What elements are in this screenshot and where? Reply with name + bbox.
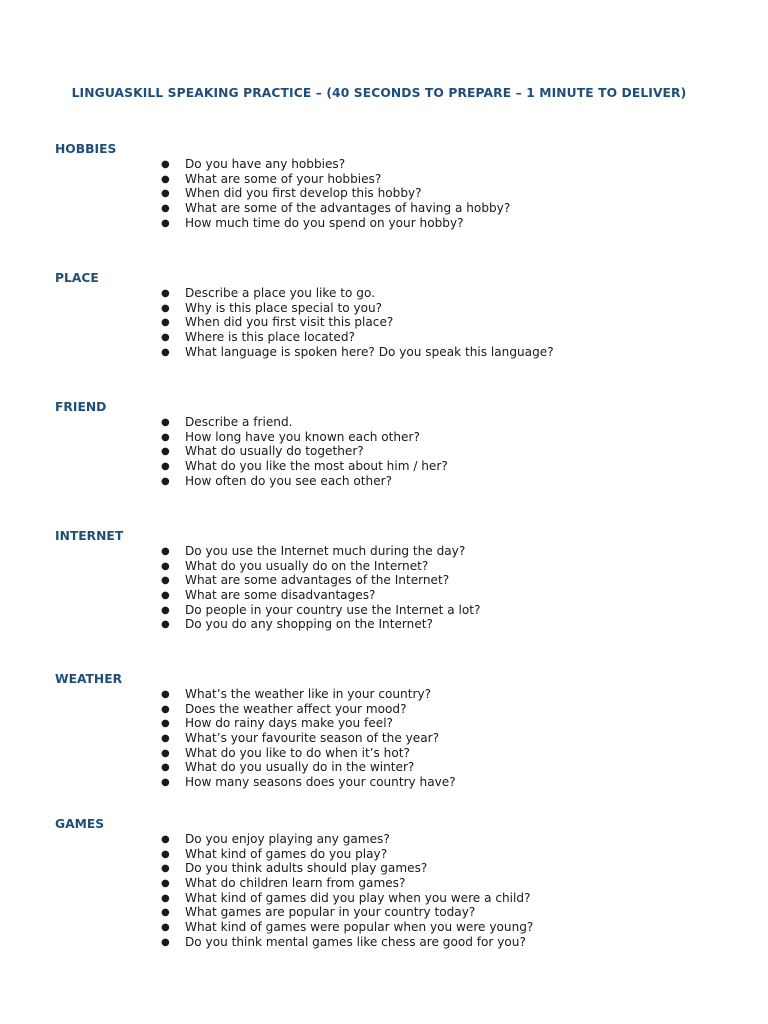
list-item: [160, 760, 456, 775]
list-item: [160, 573, 480, 588]
list-item: [160, 459, 448, 474]
question-text: What language is spoken here? Do you speak this language?: [185, 344, 554, 359]
question-text: Does the weather affect your mood?: [185, 701, 407, 716]
list-item: [160, 746, 456, 761]
question-text: Do you enjoy playing any games?: [185, 832, 390, 846]
question-list: [160, 544, 480, 632]
list-item: [160, 330, 554, 345]
question-text: What games are popular in your country today?: [185, 905, 476, 920]
bullet-icon: ●: [161, 475, 170, 487]
list-item: [160, 415, 448, 430]
bullet-icon: ●: [161, 461, 170, 473]
list-item: [160, 315, 554, 330]
bullet-icon: ●: [161, 446, 170, 458]
bullet-icon: ●: [161, 863, 170, 875]
list-item: [160, 891, 533, 906]
question-text: What do usually do together?: [185, 444, 364, 459]
question-text: What’s your favourite season of the year?: [185, 731, 440, 746]
section-heading: INTERNET: [55, 529, 124, 543]
question-text: Describe a place you like to go.: [185, 286, 375, 300]
list-item: [160, 544, 480, 559]
list-item: [160, 474, 448, 489]
bullet-icon: ●: [161, 848, 170, 860]
list-item: [160, 172, 510, 187]
question-text: What kind of games do you play?: [185, 846, 388, 861]
list-item: [160, 201, 510, 216]
list-item: [160, 920, 533, 935]
section-heading: WEATHER: [55, 672, 123, 686]
question-text: How do rainy days make you feel?: [185, 716, 393, 731]
bullet-icon: ●: [161, 604, 170, 616]
bullet-icon: ●: [161, 575, 170, 587]
question-text: How often do you see each other?: [185, 473, 393, 488]
bullet-icon: ●: [161, 892, 170, 904]
bullet-icon: ●: [161, 173, 170, 185]
list-item: [160, 588, 480, 603]
bullet-icon: ●: [161, 834, 170, 845]
list-item: [160, 301, 554, 316]
bullet-icon: ●: [161, 332, 170, 344]
question-text: When did you first visit this place?: [185, 315, 394, 330]
question-text: What kind of games did you play when you were a child?: [185, 890, 531, 905]
document-title: LINGUASKILL SPEAKING PRACTICE – (40 SECONDS TO PREPARE – 1 MINUTE TO DELIVER): [71, 86, 687, 100]
question-text: How long have you known each other?: [185, 429, 420, 444]
question-text: Where is this place located?: [185, 330, 355, 345]
question-text: When did you first develop this hobby?: [185, 186, 422, 201]
question-text: Describe a friend.: [185, 415, 293, 429]
question-text: What do you usually do in the winter?: [185, 760, 415, 775]
list-item: [160, 861, 533, 876]
question-text: What are some advantages of the Internet?: [185, 573, 450, 588]
bullet-icon: ●: [161, 431, 170, 443]
question-text: Do people in your country use the Internet a lot?: [185, 602, 481, 617]
bullet-icon: ●: [161, 560, 170, 572]
list-item: [160, 603, 480, 618]
question-list: [160, 687, 456, 790]
list-item: [160, 687, 456, 702]
question-text: What are some of the advantages of having a hobby?: [185, 201, 511, 216]
bullet-icon: ●: [161, 288, 170, 299]
list-item: [160, 444, 448, 459]
list-item: [160, 430, 448, 445]
question-text: What are some of your hobbies?: [185, 171, 382, 186]
bullet-icon: ●: [161, 203, 170, 215]
bullet-icon: ●: [161, 590, 170, 602]
question-list: [160, 832, 533, 950]
bullet-icon: ●: [161, 619, 170, 631]
list-item: [160, 216, 510, 231]
section-heading: GAMES: [55, 817, 105, 831]
bullet-icon: ●: [161, 546, 170, 557]
list-item: [160, 847, 533, 862]
question-text: Do you think adults should play games?: [185, 861, 428, 876]
bullet-icon: ●: [161, 907, 170, 919]
question-list: [160, 286, 554, 359]
bullet-icon: ●: [161, 922, 170, 934]
bullet-icon: ●: [161, 188, 170, 200]
bullet-icon: ●: [161, 777, 170, 789]
question-text: What do you like the most about him / her?: [185, 459, 448, 474]
list-item: [160, 731, 456, 746]
list-item: [160, 345, 554, 360]
bullet-icon: ●: [161, 733, 170, 745]
bullet-icon: ●: [161, 689, 170, 700]
bullet-icon: ●: [161, 317, 170, 329]
bullet-icon: ●: [161, 703, 170, 715]
bullet-icon: ●: [161, 346, 170, 358]
list-item: [160, 832, 533, 847]
question-text: What do you usually do on the Internet?: [185, 558, 429, 573]
question-text: How much time do you spend on your hobby?: [185, 215, 464, 230]
bullet-icon: ●: [161, 302, 170, 314]
question-text: Do you use the Internet much during the day?: [185, 544, 466, 558]
question-text: What’s the weather like in your country?: [185, 687, 432, 701]
section-heading: HOBBIES: [55, 142, 117, 156]
question-text: How many seasons does your country have?: [185, 775, 456, 790]
bullet-icon: ●: [161, 936, 170, 948]
question-list: [160, 415, 448, 488]
list-item: [160, 186, 510, 201]
list-item: [160, 157, 510, 172]
list-item: [160, 559, 480, 574]
question-text: Why is this place special to you?: [185, 300, 383, 315]
list-item: [160, 702, 456, 717]
question-text: Do you do any shopping on the Internet?: [185, 617, 433, 632]
list-item: [160, 905, 533, 920]
list-item: [160, 716, 456, 731]
list-item: [160, 617, 480, 632]
list-item: [160, 775, 456, 790]
bullet-icon: ●: [161, 762, 170, 774]
question-text: What do you like to do when it’s hot?: [185, 745, 410, 760]
question-list: [160, 157, 510, 230]
section-heading: PLACE: [55, 271, 99, 285]
question-text: Do you think mental games like chess are good for you?: [185, 934, 526, 949]
section-heading: FRIEND: [55, 400, 107, 414]
question-text: What do children learn from games?: [185, 876, 406, 891]
bullet-icon: ●: [161, 217, 170, 229]
bullet-icon: ●: [161, 878, 170, 890]
bullet-icon: ●: [161, 718, 170, 730]
question-text: What kind of games were popular when you were young?: [185, 920, 534, 935]
question-text: Do you have any hobbies?: [185, 157, 346, 171]
list-item: [160, 876, 533, 891]
list-item: [160, 286, 554, 301]
question-text: What are some disadvantages?: [185, 588, 376, 603]
list-item: [160, 935, 533, 950]
bullet-icon: ●: [161, 159, 170, 170]
bullet-icon: ●: [161, 417, 170, 428]
bullet-icon: ●: [161, 747, 170, 759]
